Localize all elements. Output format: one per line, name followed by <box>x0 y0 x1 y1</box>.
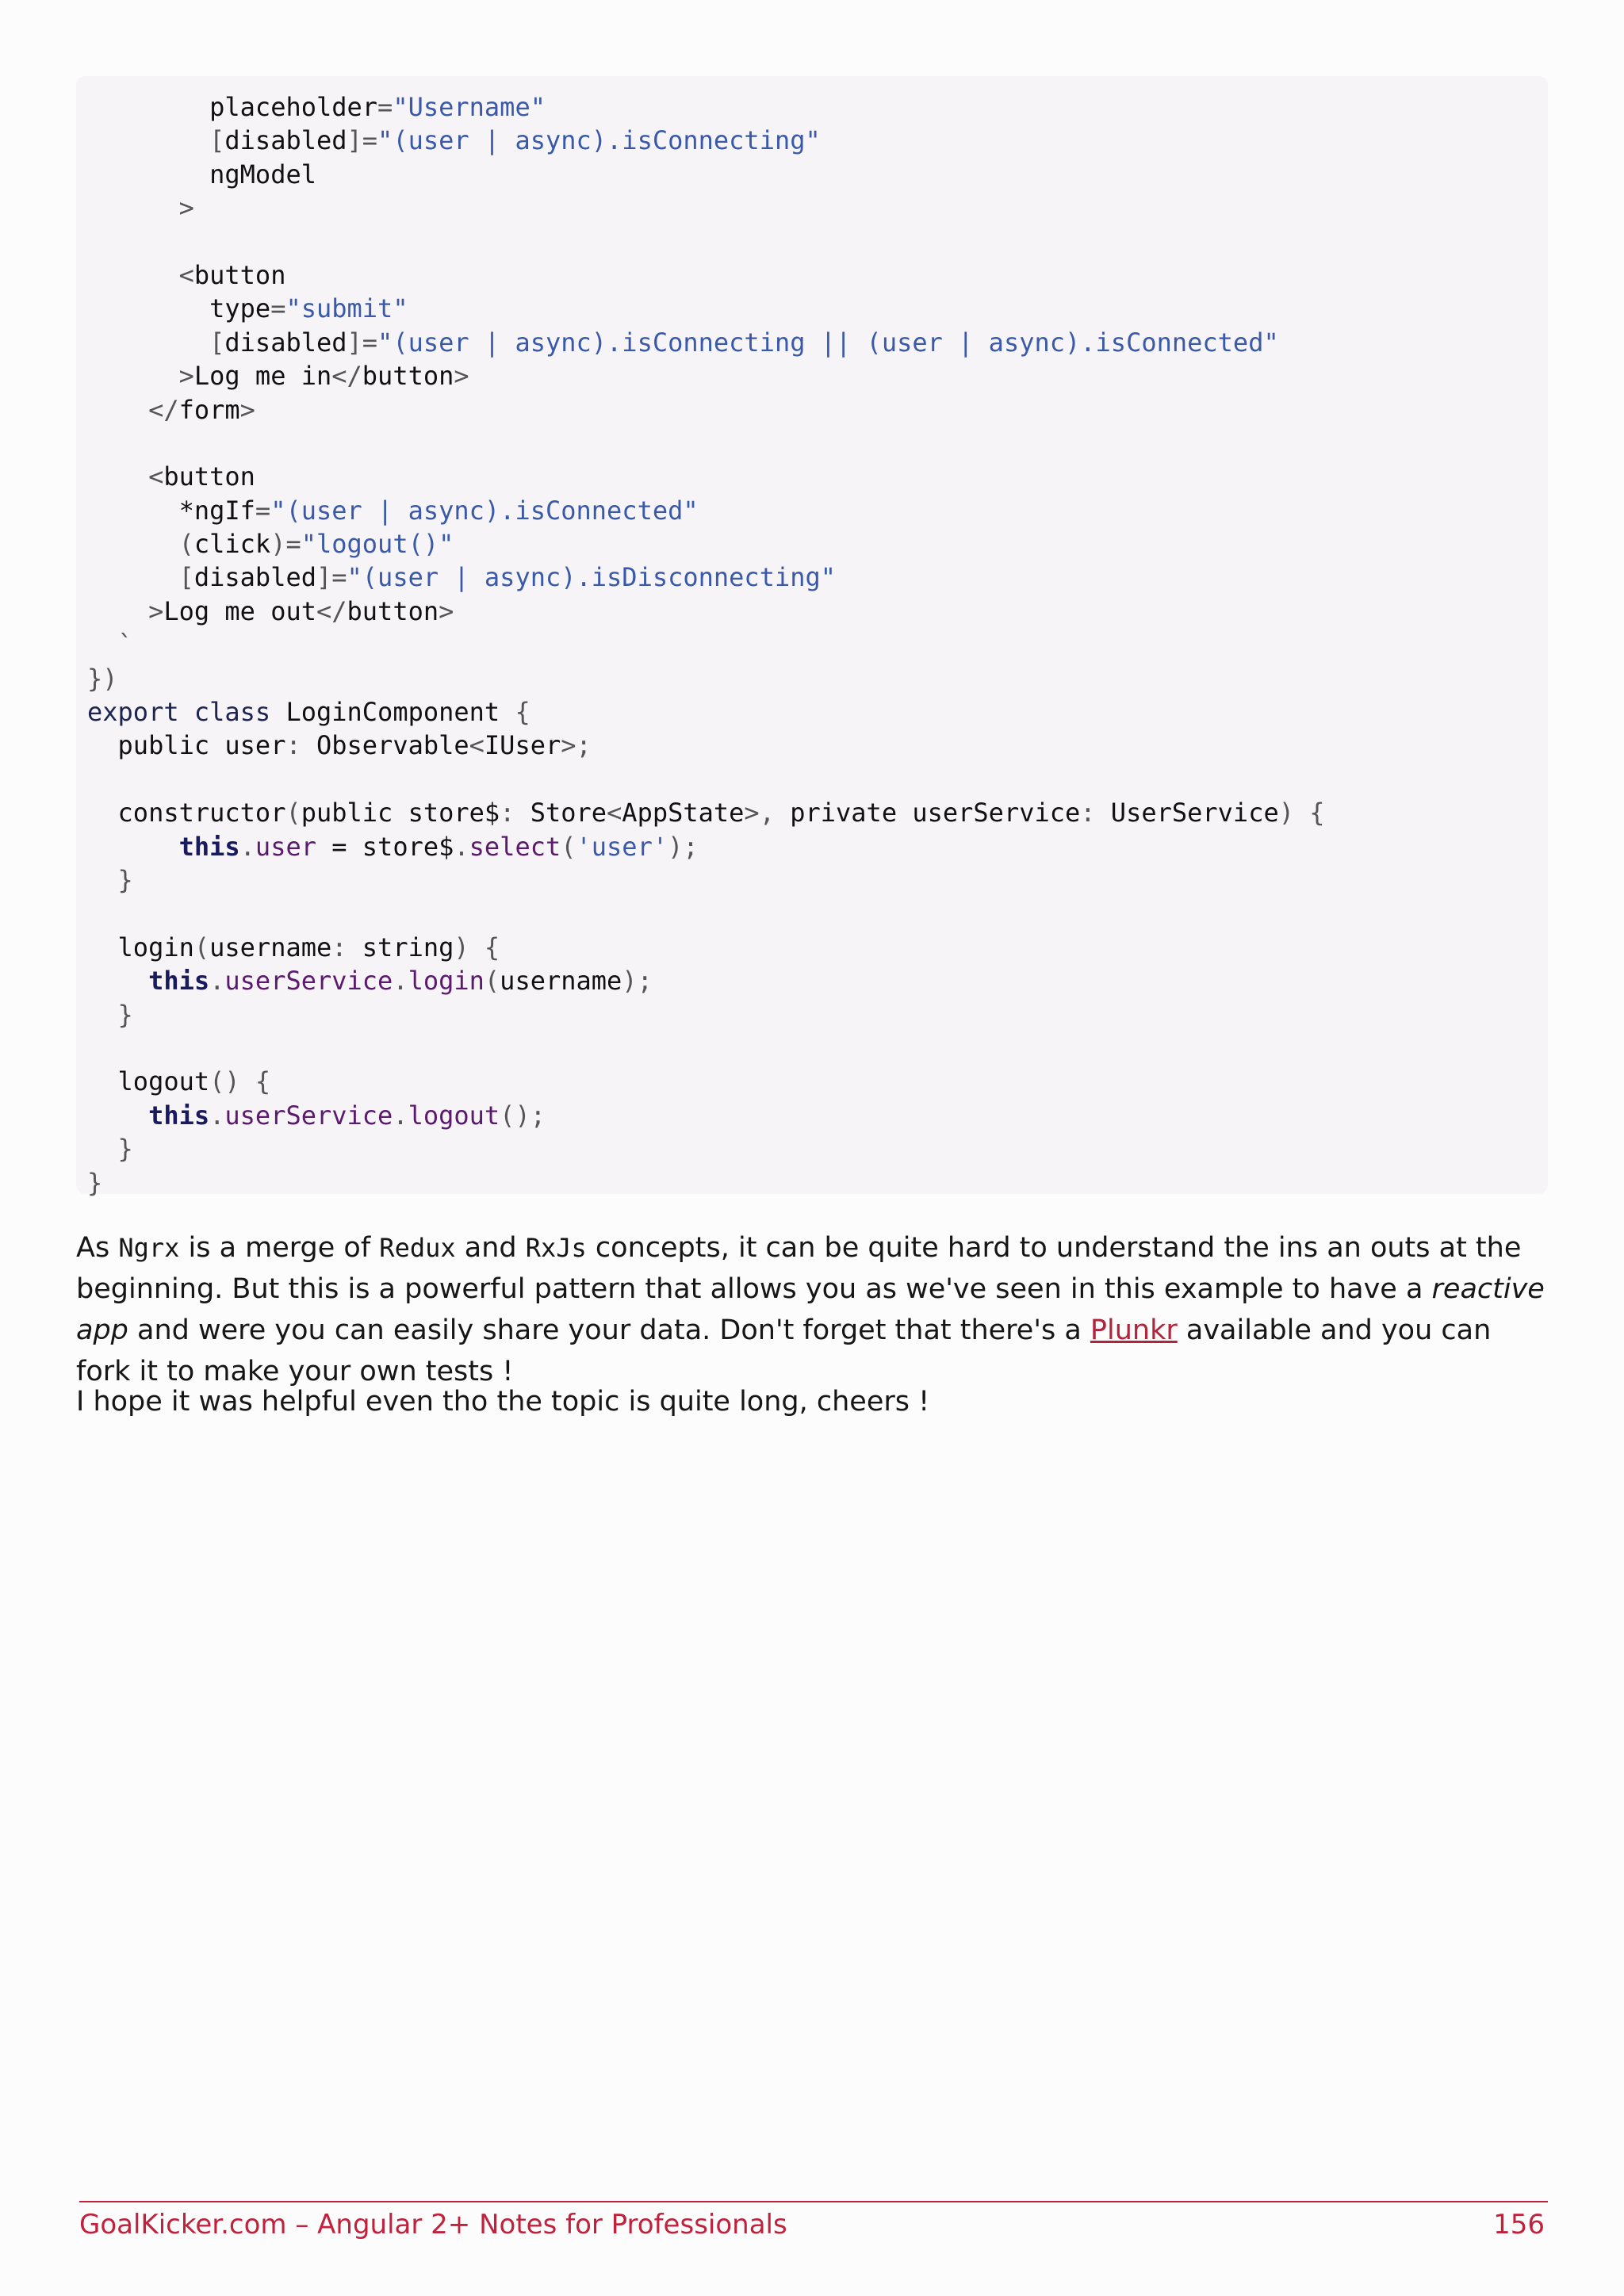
code-token: "(user | async).isConnecting" <box>377 125 821 156</box>
code-token: ( <box>561 831 576 862</box>
paragraph-closing: I hope it was helpful even tho the topic is quite long, cheers ! <box>76 1386 930 1418</box>
code-token <box>87 1100 148 1131</box>
text-segment: As <box>76 1232 119 1264</box>
code-token: ( <box>193 932 210 962</box>
code-token: . <box>454 831 469 862</box>
code-line <box>87 90 1548 124</box>
code-token: string <box>347 932 454 962</box>
code-token: : <box>500 798 515 828</box>
code-token: . <box>209 1100 225 1131</box>
inline-code-rxjs: RxJs <box>525 1233 587 1263</box>
code-line <box>87 258 1548 292</box>
inline-code-redux: Redux <box>379 1233 456 1263</box>
code-token: ( <box>87 529 194 560</box>
code-token <box>179 697 194 727</box>
code-token: constructor <box>87 798 286 828</box>
code-token: logout <box>408 1100 500 1131</box>
code-token: private userService <box>774 798 1081 828</box>
code-token: Store <box>515 798 607 828</box>
code-token <box>87 832 179 862</box>
code-token: : <box>1080 798 1096 828</box>
code-token: )= <box>270 529 301 560</box>
code-token: username <box>209 932 332 962</box>
code-token: ( <box>484 966 500 997</box>
code-token: = <box>255 495 271 526</box>
code-token: > <box>439 595 454 626</box>
code-token: this <box>178 831 240 862</box>
code-token: { <box>484 932 500 962</box>
paragraph-summary <box>76 1227 1548 1392</box>
code-token: Log me in <box>193 361 332 392</box>
code-line <box>87 695 1548 729</box>
code-token: ); <box>622 966 653 997</box>
code-line <box>87 494 1548 527</box>
plunkr-link[interactable]: Plunkr <box>1090 1314 1178 1346</box>
code-token: < <box>87 259 194 290</box>
code-token: type <box>87 293 271 324</box>
code-token: "Username" <box>393 92 546 122</box>
code-token: "(user | async).isConnecting || (user | async).isConnected" <box>377 327 1279 358</box>
code-token: 'user' <box>576 831 668 862</box>
code-token: login <box>87 932 194 962</box>
code-line <box>87 1132 1548 1165</box>
code-line <box>87 628 1548 661</box>
code-token: login <box>408 966 485 997</box>
code-token <box>1294 798 1309 828</box>
code-line <box>87 292 1548 325</box>
code-token: </ <box>331 361 362 392</box>
code-token: < <box>469 730 485 761</box>
code-token: } <box>87 1134 133 1165</box>
code-token: < <box>607 798 622 828</box>
code-token: () <box>209 1066 240 1097</box>
code-line <box>87 998 1548 1031</box>
code-token: = store$ <box>316 831 454 862</box>
code-token: "submit" <box>285 293 408 324</box>
code-line <box>87 1099 1548 1132</box>
code-line <box>87 158 1548 191</box>
code-line <box>87 662 1548 695</box>
code-token: *ngIf <box>87 495 255 526</box>
code-token: ( <box>285 798 301 828</box>
code-token: ngModel <box>87 159 316 189</box>
inline-code-ngrx: Ngrx <box>118 1233 180 1263</box>
code-token: disabled <box>224 125 347 156</box>
code-token <box>469 932 485 962</box>
code-token: > <box>239 394 255 425</box>
code-token: ]= <box>316 562 347 593</box>
code-token: ); <box>668 831 699 862</box>
code-line <box>87 561 1548 594</box>
code-token: Observable <box>301 730 469 761</box>
code-token: > <box>87 193 194 224</box>
code-line <box>87 1065 1548 1098</box>
code-line <box>87 460 1548 493</box>
code-token: ` <box>87 629 133 660</box>
code-token: button <box>163 461 255 492</box>
code-token: . <box>393 1100 408 1131</box>
code-line <box>87 830 1548 863</box>
code-line <box>87 124 1548 157</box>
code-token: click <box>193 529 271 560</box>
code-token: button <box>347 595 439 626</box>
code-token: } <box>87 999 133 1030</box>
code-token: }) <box>87 663 118 694</box>
text-segment: and were you can easily share your data. Don't forget that there's a <box>128 1314 1090 1346</box>
code-token: { <box>1309 798 1325 828</box>
code-token: form <box>178 394 240 425</box>
code-token: AppState <box>622 798 745 828</box>
text-segment: and <box>455 1232 526 1264</box>
code-line <box>87 1031 1548 1065</box>
code-token: ) <box>1278 798 1294 828</box>
code-token: ) <box>454 932 469 962</box>
code-token: < <box>87 461 164 492</box>
footer-page-number: 156 <box>1493 2209 1545 2241</box>
code-token: ]= <box>347 327 378 358</box>
code-token <box>87 966 148 996</box>
code-token: public user <box>87 730 286 761</box>
code-token: IUser <box>484 730 561 761</box>
code-line <box>87 191 1548 224</box>
emphasis-reactive-app: reactive app <box>76 1273 1545 1346</box>
code-line <box>87 964 1548 997</box>
code-line <box>87 863 1548 897</box>
code-token: (); <box>500 1100 546 1131</box>
code-line <box>87 427 1548 460</box>
code-token: userService <box>224 966 393 997</box>
code-token: export <box>87 697 179 728</box>
code-token: = <box>270 293 286 324</box>
code-line <box>87 595 1548 628</box>
code-line <box>87 763 1548 796</box>
code-token: > <box>454 361 469 392</box>
code-token: UserService <box>1095 798 1279 828</box>
code-token: class <box>193 697 271 728</box>
code-token: placeholder <box>87 92 378 122</box>
code-line <box>87 359 1548 392</box>
code-token: { <box>515 697 530 728</box>
code-token: logout <box>87 1066 210 1097</box>
code-line <box>87 931 1548 964</box>
code-token: button <box>362 361 454 392</box>
code-token: disabled <box>224 327 347 358</box>
code-token: [ <box>87 327 225 358</box>
code-line <box>87 796 1548 829</box>
code-token: "(user | async).isDisconnecting" <box>347 562 837 593</box>
code-token: { <box>255 1066 271 1097</box>
code-token: } <box>87 864 133 895</box>
code-token: > <box>87 595 164 626</box>
code-line <box>87 527 1548 561</box>
code-token: "logout()" <box>301 529 454 560</box>
code-token: userService <box>224 1100 393 1131</box>
code-token: : <box>285 730 301 761</box>
code-token <box>240 1066 255 1096</box>
code-token: select <box>469 831 561 862</box>
code-token: > <box>87 361 194 392</box>
code-token: this <box>148 1100 210 1131</box>
code-token: = <box>377 92 393 122</box>
code-token: "(user | async).isConnected" <box>270 495 699 526</box>
code-token: </ <box>316 595 347 626</box>
code-token: : <box>331 932 347 962</box>
code-token: this <box>148 966 210 997</box>
code-token: user <box>255 831 316 862</box>
code-line <box>87 897 1548 930</box>
code-line <box>87 225 1548 258</box>
text-segment: available and you can fork it to make your own tests ! <box>76 1314 1492 1387</box>
code-token: button <box>193 259 286 290</box>
text-segment: concepts, it can be quite hard to understand the ins an outs at the beginning. But this is a powerful pattern that allows you as we've seen in this example to have a <box>76 1232 1522 1305</box>
code-token: . <box>209 966 225 997</box>
code-token: [ <box>87 562 194 593</box>
footer-divider <box>79 2201 1548 2202</box>
code-token: } <box>87 1167 103 1198</box>
code-token: LoginComponent <box>270 697 515 728</box>
code-token: </ <box>87 394 179 425</box>
code-token: [ <box>87 125 225 156</box>
code-token: . <box>239 831 255 862</box>
code-token: ]= <box>347 125 378 156</box>
code-line <box>87 393 1548 427</box>
footer-book-title: GoalKicker.com – Angular 2+ Notes for Professionals <box>79 2209 787 2241</box>
code-token: public store$ <box>301 798 500 828</box>
code-line <box>87 326 1548 359</box>
code-token: . <box>393 966 408 997</box>
code-token: Log me out <box>163 595 316 626</box>
code-block <box>76 76 1548 1198</box>
code-token: username <box>500 966 622 997</box>
code-token: >, <box>744 798 775 828</box>
code-token: disabled <box>193 562 316 593</box>
code-line <box>87 729 1548 762</box>
code-lines <box>87 90 1548 1200</box>
code-line <box>87 1166 1548 1200</box>
text-segment: is a merge of <box>179 1232 380 1264</box>
code-token: >; <box>561 730 592 761</box>
